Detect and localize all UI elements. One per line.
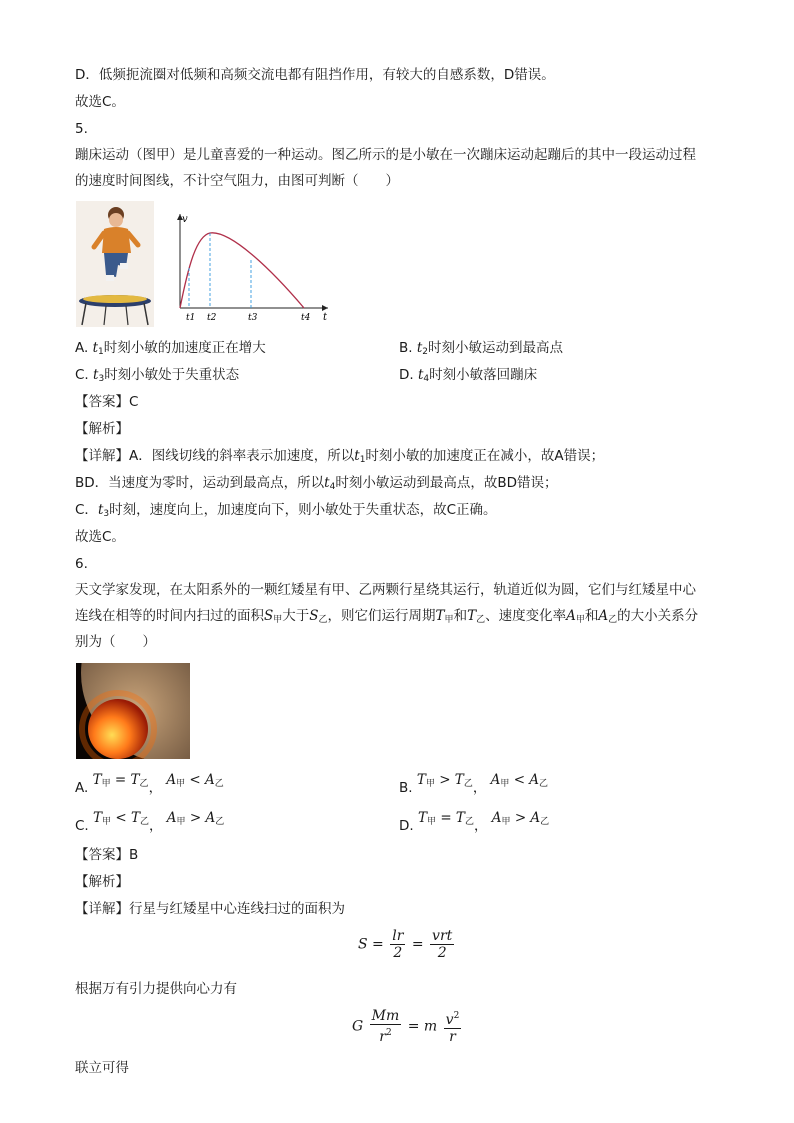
q5-answer: 【答案】C: [75, 394, 139, 410]
q5-analysis-label: 【解析】: [75, 421, 129, 437]
q4-option-d-explanation: D．低频扼流圈对低频和高频交流电都有阻挡作用，有较大的自感系数，D错误。: [75, 67, 555, 83]
q5-conclusion: 故选C。: [75, 529, 125, 545]
q5-option-c: C. $t_3$时刻小敏处于失重状态: [75, 367, 240, 384]
q6-detail: 【详解】行星与红矮星中心连线扫过的面积为: [75, 901, 345, 917]
tick-t1: t1: [186, 313, 196, 323]
q5-option-a: A. $t_1$时刻小敏的加速度正在增大: [75, 340, 266, 357]
q5-option-d: D. $t_4$时刻小敏落回蹦床: [399, 367, 538, 384]
q6-option-c: C. $T_甲 < T_乙$， $A_甲 > A_乙$: [75, 810, 225, 834]
q5-detail-c: C．$t_3$时刻，速度向上，加速度向下，则小敏处于失重状态，故C正确。: [75, 502, 497, 519]
q6-number: 6.: [75, 556, 88, 572]
tick-t3: t3: [248, 313, 258, 323]
equation-area: S = $\frac{lr}{2}$ = $\frac{\text{vrt}}{2}$: [358, 928, 453, 961]
q4-conclusion: 故选C。: [75, 94, 125, 110]
q6-answer: 【答案】B: [75, 847, 139, 863]
q6-stem-line1: 天文学家发现，在太阳系外的一颗红矮星有甲、乙两颗行星绕其运行，轨道近似为圆，它们与红矮星中心: [75, 582, 696, 598]
q6-option-a: A. $T_甲 = T_乙$， $A_甲 < A_乙$: [75, 772, 224, 796]
q6-combine-text: 联立可得: [75, 1060, 129, 1076]
q5-stem-line1: 蹦床运动（图甲）是儿童喜爱的一种运动。图乙所示的是小敏在一次蹦床运动起蹦后的其中一段运动过程: [75, 147, 696, 163]
equation-gravity: G $\frac{Mm}{r^2}$ = m $\frac{v^2}{r}$: [352, 1008, 460, 1045]
graph-y-label: v: [182, 214, 188, 225]
q6-stem-line2: 连线在相等的时间内扫过的面积$S_甲$大于$S_乙$，则它们运行周期$T_甲$和$T_乙$、速度变化率$A_甲$和$A_乙$的大小关系分: [75, 608, 699, 625]
tick-t2: t2: [207, 313, 217, 323]
q6-gravity-text: 根据万有引力提供向心力有: [75, 981, 237, 997]
tick-t4: t4: [301, 313, 311, 323]
trampoline-photo: [76, 201, 154, 327]
q5-option-b: B. $t_2$时刻小敏运动到最高点: [399, 340, 564, 357]
q5-stem-line2: 的速度时间图线，不计空气阻力，由图可判断（ ）: [75, 173, 399, 189]
red-dwarf-image: [76, 663, 190, 759]
graph-x-label: t: [323, 312, 328, 323]
q6-analysis-label: 【解析】: [75, 874, 129, 890]
velocity-time-graph: [170, 208, 335, 326]
q6-option-b: B. $T_甲 > T_乙$， $A_甲 < A_乙$: [399, 772, 549, 796]
q6-option-d: D. $T_甲 = T_乙$， $A_甲 > A_乙$: [399, 810, 550, 834]
q5-detail-bd: BD．当速度为零时，运动到最高点，所以$t_4$时刻小敏运动到最高点，故BD错误；: [75, 475, 558, 492]
q6-stem-line3: 别为（ ）: [75, 634, 156, 650]
q5-number: 5.: [75, 121, 88, 137]
q5-detail-a: 【详解】A．图线切线的斜率表示加速度，所以$t_1$时刻小敏的加速度正在减小，故A错误；: [75, 448, 605, 465]
